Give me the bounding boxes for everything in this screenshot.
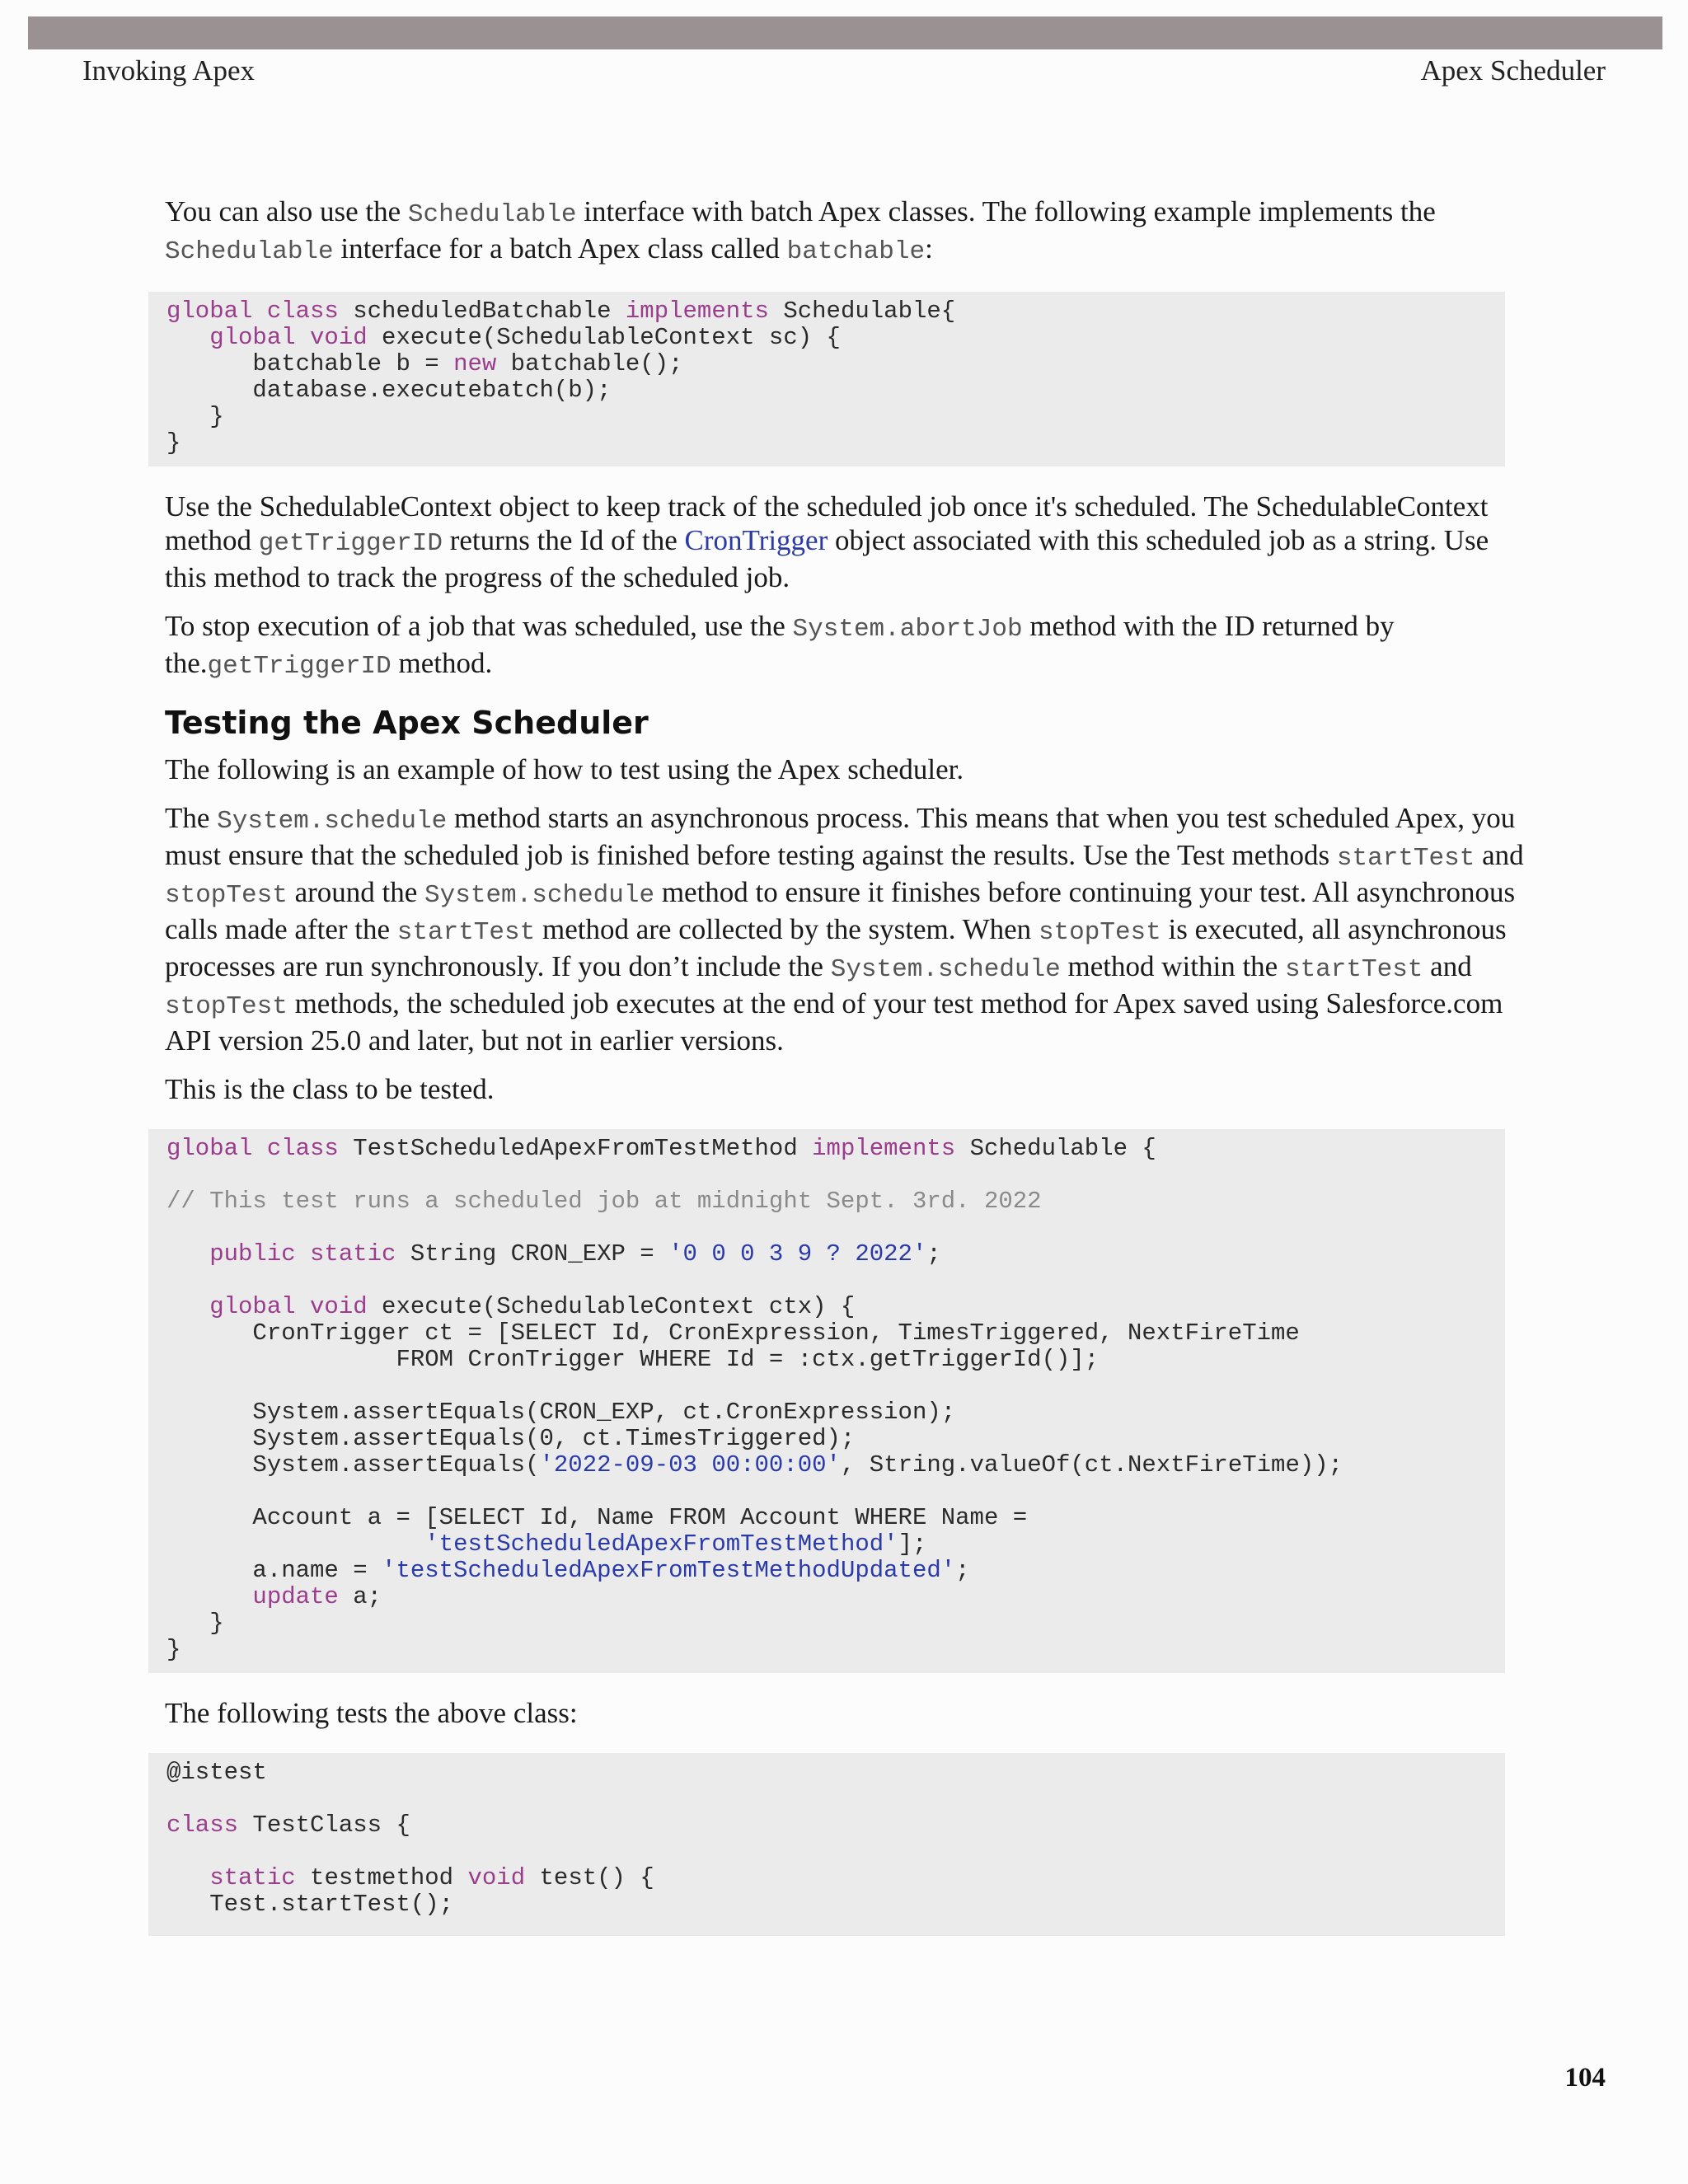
section-heading: Testing the Apex Scheduler xyxy=(165,705,649,741)
code-block-test-class: @istest class TestClass { static testmethod void test() { Test.startTest(); xyxy=(148,1753,1505,1936)
header-section-title: Invoking Apex xyxy=(82,54,256,87)
top-bar xyxy=(28,16,1662,49)
crontrigger-link[interactable]: CronTrigger xyxy=(684,524,828,556)
paragraph-class-to-test: This is the class to be tested. xyxy=(165,1073,495,1105)
paragraph-test-class-intro: The following tests the above class: xyxy=(165,1697,578,1729)
paragraph-system-schedule: The System.schedule method starts an asynchronous process. This means that when you test scheduled Apex, you must ensure that the scheduled job is finished before testing against the results. Use the Test methods startTest and stopTest around the System.schedule method to ensure it finishes before continuing your test. All asynchronous calls made after the startTest method are collected by the system. When stopTest is executed, all asynchronous processes are run synchronously. If you don’t include the System.schedule method within the startTest and stopTest methods, the scheduled job executes at the end of your test method for Apex saved using Salesforce.com API version 25.0 and later, but not in earlier versions. xyxy=(165,802,1524,1057)
code-block-scheduled-class: global class TestScheduledApexFromTestMethod implements Schedulable { // This test runs a scheduled job at midnight Sept. 3rd. 2022 public static String CRON_EXP = '0 0 0 3 9 ? 2022'; global void execute(SchedulableContext ctx) { CronTrigger ct = [SELECT Id, CronExpression, TimesTriggered, NextFireTime FROM CronTrigger WHERE Id = :ctx.getTriggerId()]; System.assertEquals(CRON_EXP, ct.CronExpression); System.assertEquals(0, ct.TimesTriggered); System.assertEquals('2022-09-03 00:00:00', String.valueOf(ct.NextFireTime)); Account a = [SELECT Id, Name FROM Account WHERE Name = 'testScheduledApexFromTestMethod']; a.name = 'testScheduledApexFromTestMethodUpdated'; update a; } } xyxy=(148,1129,1505,1673)
code-block-batchable: global class scheduledBatchable implements Schedulable{ global void execute(SchedulableContext sc) { batchable b = new batchable(); database.executebatch(b); } } xyxy=(148,292,1505,466)
page-content xyxy=(165,194,1537,1959)
paragraph-schedulable-context: Use the SchedulableContext object to keep track of the scheduled job once it's scheduled. The SchedulableContext method getTriggerID returns the Id of the CronTrigger object associated with this scheduled job as a string. Use this method to track the progress of the scheduled job. xyxy=(165,490,1489,593)
paragraph-schedulable-batch: You can also use the Schedulable interface with batch Apex classes. The following example implements the Schedulable interface for a batch Apex class called batchable: xyxy=(165,195,1436,266)
paragraph-abort-job: To stop execution of a job that was scheduled, use the System.abortJob method with the ID returned by the.getTriggerID method. xyxy=(165,610,1395,681)
header-chapter-title: Apex Scheduler xyxy=(1420,54,1606,87)
paragraph-test-intro: The following is an example of how to test using the Apex scheduler. xyxy=(165,753,964,785)
page-number: 104 xyxy=(1564,2063,1606,2093)
